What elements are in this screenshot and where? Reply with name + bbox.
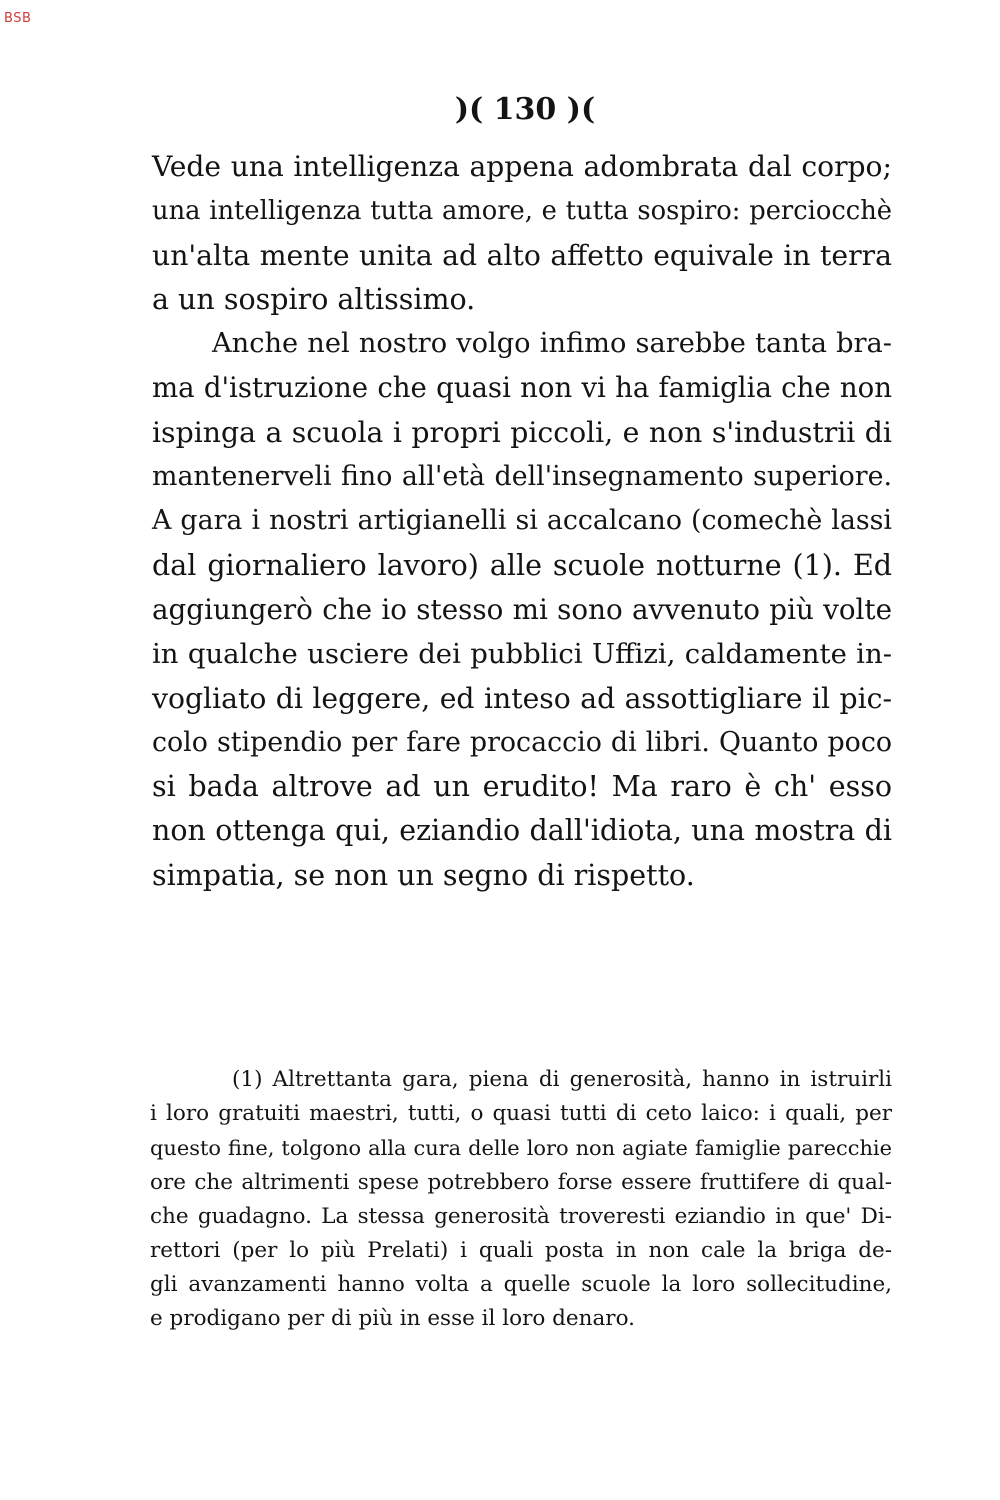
body-line: dal giornaliero lavoro) alle scuole notturne (1). Ed bbox=[152, 548, 892, 582]
body-line: una intelligenza tutta amore, e tutta sospiro: perciocchè bbox=[152, 196, 892, 227]
footnote-line: ore che altrimenti spese potrebbero forse essere fruttifere di qual- bbox=[150, 1169, 892, 1195]
footnote bbox=[150, 1063, 892, 1337]
body-line: a un sospiro altissimo. bbox=[152, 282, 476, 316]
body-line: si bada altrove ad un erudito! Ma raro è ch' esso bbox=[152, 770, 892, 804]
body-line: Vede una intelligenza appena adombrata dal corpo; bbox=[152, 150, 892, 183]
body-line: ma d'istruzione che quasi non vi ha famiglia che non bbox=[152, 371, 892, 405]
footnote-line: (1) Altrettanta gara, piena di generosità, hanno in istruirli bbox=[232, 1067, 892, 1092]
footnote-line: questo fine, tolgono alla cura delle loro non agiate famiglie parecchie bbox=[150, 1136, 892, 1161]
body-line: un'alta mente unita ad alto affetto equivale in terra bbox=[152, 238, 892, 272]
body-line: non ottenga qui, eziandio dall'idiota, una mostra di bbox=[152, 814, 892, 848]
body-line: mantenerveli fino all'età dell'insegnamento superiore. bbox=[152, 461, 892, 493]
footnote-line: i loro gratuiti maestri, tutti, o quasi tutti di ceto laico: i quali, per bbox=[150, 1101, 892, 1127]
body-line: A gara i nostri artigianelli si accalcano (comechè lassi bbox=[152, 505, 892, 537]
main-body-text bbox=[152, 145, 892, 898]
footnote-line: gli avanzamenti hanno volta a quelle scuole la loro sollecitudine, bbox=[150, 1272, 892, 1298]
body-line: in qualche usciere dei pubblici Uffizi, caldamente in- bbox=[152, 638, 892, 671]
body-line: vogliato di leggere, ed inteso ad assottigliare il pic- bbox=[152, 681, 892, 715]
body-line: simpatia, se non un segno di rispetto. bbox=[152, 858, 695, 892]
footnote-line: e prodigano per di più in esse il loro denaro. bbox=[150, 1306, 635, 1332]
body-line: colo stipendio per fare procaccio di libri. Quanto poco bbox=[152, 726, 892, 758]
body-line: aggiungerò che io stesso mi sono avvenuto più volte bbox=[152, 592, 892, 626]
body-line: Anche nel nostro volgo infimo sarebbe tanta bra- bbox=[212, 328, 892, 360]
body-line: ispinga a scuola i propri piccoli, e non s'industrii di bbox=[152, 415, 892, 449]
page-number: )( 130 )( bbox=[454, 92, 596, 127]
library-watermark: BSB bbox=[4, 11, 32, 26]
footnote-line: rettori (per lo più Prelati) i quali posta in non cale la briga de- bbox=[150, 1238, 892, 1264]
footnote-line: che guadagno. La stessa generosità troveresti eziandio in que' Di- bbox=[150, 1203, 892, 1229]
